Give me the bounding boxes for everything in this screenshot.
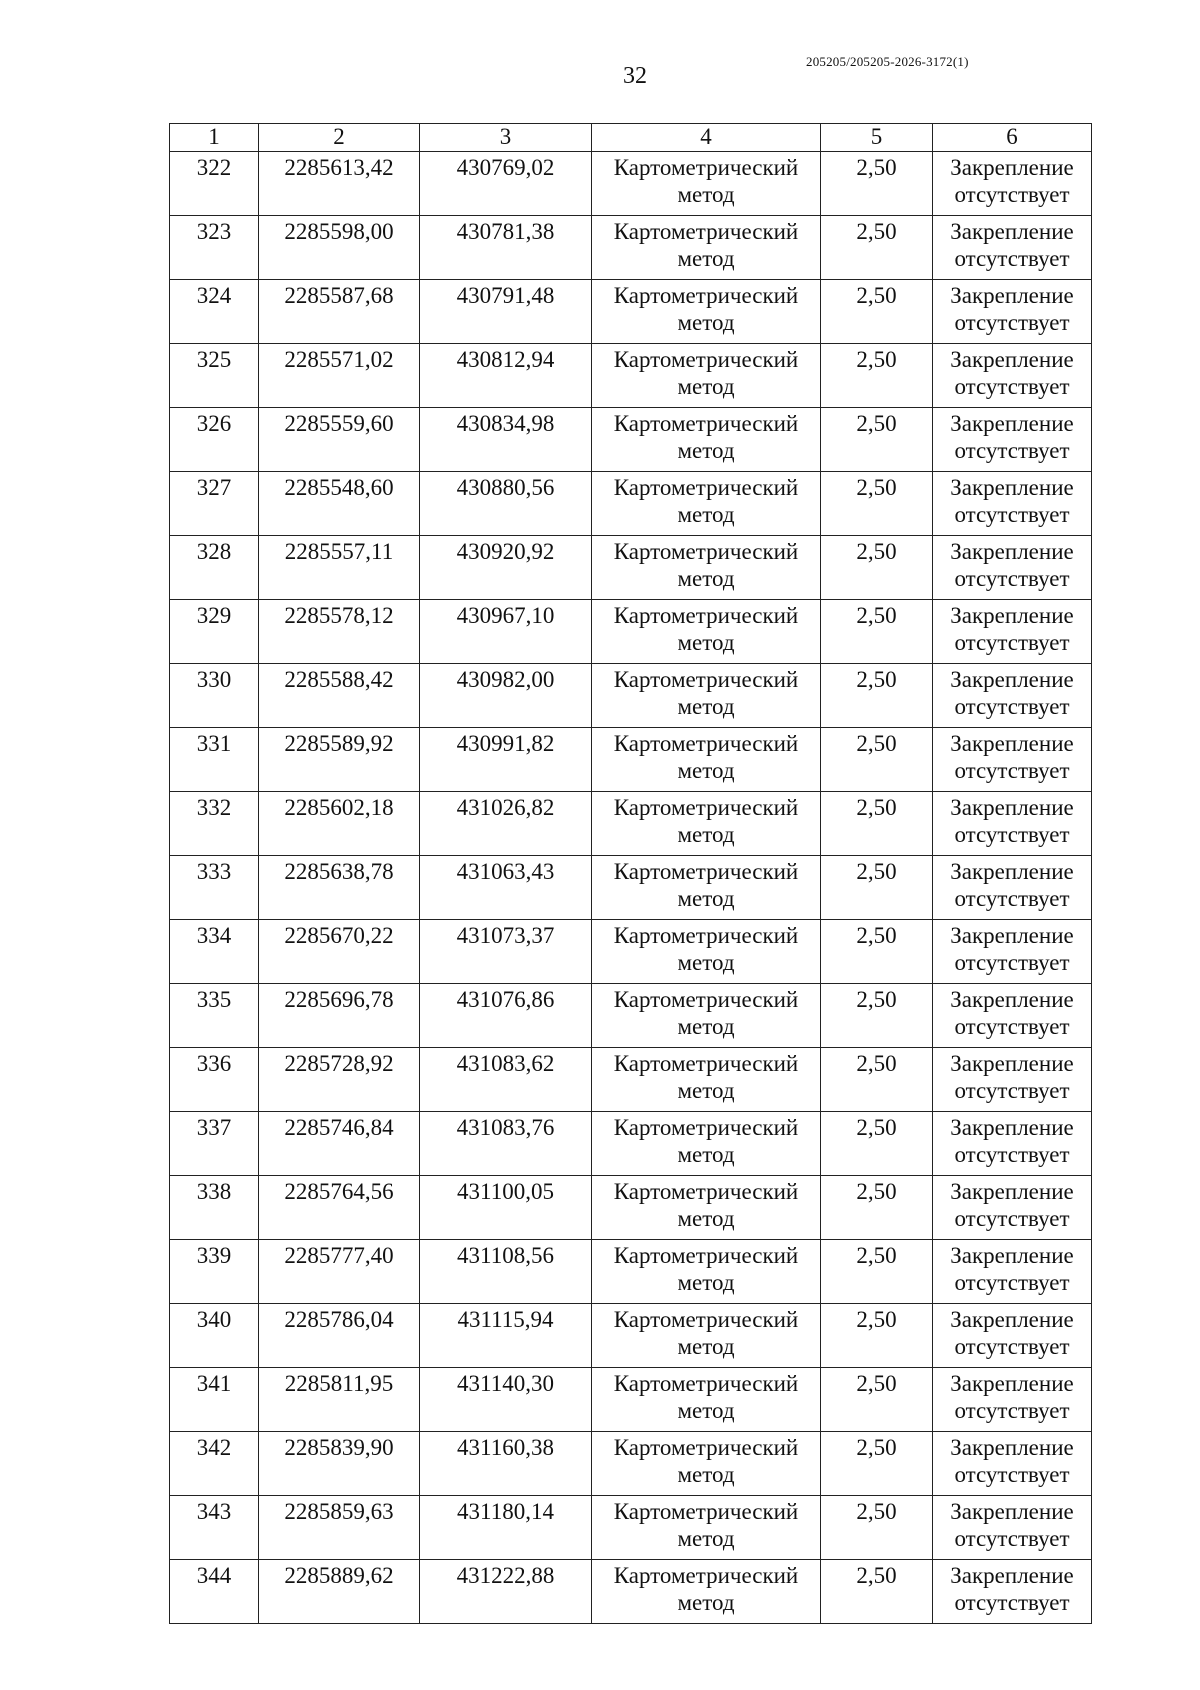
column-header: 2 bbox=[259, 124, 420, 152]
point-number: 337 bbox=[170, 1112, 259, 1176]
coordinate-x: 2285602,18 bbox=[259, 792, 420, 856]
accuracy-value: 2,50 bbox=[821, 664, 933, 728]
coordinate-x: 2285589,92 bbox=[259, 728, 420, 792]
table-row bbox=[170, 344, 1092, 408]
accuracy-value: 2,50 bbox=[821, 152, 933, 216]
method-cell bbox=[592, 728, 821, 792]
table-row bbox=[170, 856, 1092, 920]
fixing-line: отсутствует bbox=[954, 886, 1070, 911]
fixing-cell bbox=[933, 472, 1092, 536]
method-line: метод bbox=[677, 950, 735, 975]
coordinate-x: 2285571,02 bbox=[259, 344, 420, 408]
point-number: 338 bbox=[170, 1176, 259, 1240]
method-line: метод bbox=[677, 1590, 735, 1615]
header-row bbox=[170, 124, 1092, 152]
accuracy-value: 2,50 bbox=[821, 1176, 933, 1240]
fixing-cell bbox=[933, 344, 1092, 408]
fixing-line: Закрепление bbox=[950, 219, 1074, 244]
coordinate-x: 2285839,90 bbox=[259, 1432, 420, 1496]
accuracy-value: 2,50 bbox=[821, 216, 933, 280]
coordinate-y: 431140,30 bbox=[420, 1368, 592, 1432]
method-line: Картометрический bbox=[613, 731, 799, 756]
table-row bbox=[170, 1432, 1092, 1496]
coordinate-x: 2285889,62 bbox=[259, 1560, 420, 1624]
coordinate-y: 430781,38 bbox=[420, 216, 592, 280]
accuracy-value: 2,50 bbox=[821, 1496, 933, 1560]
method-cell bbox=[592, 152, 821, 216]
table-row bbox=[170, 1496, 1092, 1560]
method-line: Картометрический bbox=[613, 859, 799, 884]
method-cell bbox=[592, 1304, 821, 1368]
column-header: 5 bbox=[821, 124, 933, 152]
fixing-line: отсутствует bbox=[954, 1078, 1070, 1103]
fixing-cell bbox=[933, 1368, 1092, 1432]
accuracy-value: 2,50 bbox=[821, 344, 933, 408]
fixing-cell bbox=[933, 1048, 1092, 1112]
method-line: Картометрический bbox=[613, 1371, 799, 1396]
method-line: Картометрический bbox=[613, 283, 799, 308]
point-number: 331 bbox=[170, 728, 259, 792]
coordinate-x: 2285728,92 bbox=[259, 1048, 420, 1112]
point-number: 325 bbox=[170, 344, 259, 408]
coordinate-x: 2285859,63 bbox=[259, 1496, 420, 1560]
coordinate-x: 2285588,42 bbox=[259, 664, 420, 728]
accuracy-value: 2,50 bbox=[821, 1112, 933, 1176]
fixing-line: отсутствует bbox=[954, 1270, 1070, 1295]
point-number: 328 bbox=[170, 536, 259, 600]
point-number: 334 bbox=[170, 920, 259, 984]
coordinate-y: 431076,86 bbox=[420, 984, 592, 1048]
table-row bbox=[170, 1304, 1092, 1368]
coordinate-y: 430880,56 bbox=[420, 472, 592, 536]
table-row bbox=[170, 1560, 1092, 1624]
method-line: Картометрический bbox=[613, 1307, 799, 1332]
method-cell bbox=[592, 856, 821, 920]
method-line: Картометрический bbox=[613, 1499, 799, 1524]
fixing-cell bbox=[933, 1176, 1092, 1240]
fixing-cell bbox=[933, 152, 1092, 216]
fixing-cell bbox=[933, 792, 1092, 856]
fixing-cell bbox=[933, 1112, 1092, 1176]
point-number: 341 bbox=[170, 1368, 259, 1432]
point-number: 340 bbox=[170, 1304, 259, 1368]
fixing-line: Закрепление bbox=[950, 475, 1074, 500]
fixing-line: Закрепление bbox=[950, 411, 1074, 436]
accuracy-value: 2,50 bbox=[821, 408, 933, 472]
method-line: метод bbox=[677, 1526, 735, 1551]
fixing-line: отсутствует bbox=[954, 1142, 1070, 1167]
accuracy-value: 2,50 bbox=[821, 600, 933, 664]
fixing-line: Закрепление bbox=[950, 923, 1074, 948]
table-row bbox=[170, 408, 1092, 472]
fixing-line: отсутствует bbox=[954, 310, 1070, 335]
method-line: Картометрический bbox=[613, 667, 799, 692]
accuracy-value: 2,50 bbox=[821, 472, 933, 536]
method-cell bbox=[592, 1496, 821, 1560]
method-cell bbox=[592, 600, 821, 664]
method-cell bbox=[592, 1048, 821, 1112]
fixing-line: отсутствует bbox=[954, 822, 1070, 847]
fixing-line: Закрепление bbox=[950, 155, 1074, 180]
coordinate-y: 430834,98 bbox=[420, 408, 592, 472]
coordinate-x: 2285548,60 bbox=[259, 472, 420, 536]
coordinate-y: 430982,00 bbox=[420, 664, 592, 728]
table-row bbox=[170, 1176, 1092, 1240]
accuracy-value: 2,50 bbox=[821, 1304, 933, 1368]
column-header: 3 bbox=[420, 124, 592, 152]
fixing-line: отсутствует bbox=[954, 1398, 1070, 1423]
accuracy-value: 2,50 bbox=[821, 920, 933, 984]
fixing-cell bbox=[933, 1432, 1092, 1496]
coordinate-y: 431063,43 bbox=[420, 856, 592, 920]
table-row bbox=[170, 472, 1092, 536]
point-number: 330 bbox=[170, 664, 259, 728]
fixing-cell bbox=[933, 280, 1092, 344]
coordinate-y: 431180,14 bbox=[420, 1496, 592, 1560]
fixing-line: отсутствует bbox=[954, 438, 1070, 463]
table-row bbox=[170, 536, 1092, 600]
method-line: Картометрический bbox=[613, 1435, 799, 1460]
coordinate-x: 2285786,04 bbox=[259, 1304, 420, 1368]
table-body bbox=[170, 152, 1092, 1624]
method-line: Картометрический bbox=[613, 603, 799, 628]
method-line: Картометрический bbox=[613, 1051, 799, 1076]
fixing-cell bbox=[933, 1496, 1092, 1560]
coordinate-y: 431100,05 bbox=[420, 1176, 592, 1240]
coordinate-y: 430769,02 bbox=[420, 152, 592, 216]
method-line: метод bbox=[677, 374, 735, 399]
method-cell bbox=[592, 280, 821, 344]
coordinate-y: 430791,48 bbox=[420, 280, 592, 344]
coordinate-x: 2285578,12 bbox=[259, 600, 420, 664]
table-row bbox=[170, 792, 1092, 856]
method-line: Картометрический bbox=[613, 219, 799, 244]
fixing-line: Закрепление bbox=[950, 1243, 1074, 1268]
point-number: 332 bbox=[170, 792, 259, 856]
coordinate-y: 430920,92 bbox=[420, 536, 592, 600]
accuracy-value: 2,50 bbox=[821, 280, 933, 344]
coordinate-x: 2285557,11 bbox=[259, 536, 420, 600]
method-line: метод bbox=[677, 1334, 735, 1359]
fixing-line: отсутствует bbox=[954, 630, 1070, 655]
table-row bbox=[170, 728, 1092, 792]
coordinate-y: 430991,82 bbox=[420, 728, 592, 792]
fixing-line: отсутствует bbox=[954, 1014, 1070, 1039]
coordinate-y: 431115,94 bbox=[420, 1304, 592, 1368]
method-line: Картометрический bbox=[613, 539, 799, 564]
method-line: метод bbox=[677, 758, 735, 783]
coordinate-y: 430812,94 bbox=[420, 344, 592, 408]
point-number: 322 bbox=[170, 152, 259, 216]
fixing-line: отсутствует bbox=[954, 1462, 1070, 1487]
point-number: 335 bbox=[170, 984, 259, 1048]
fixing-line: отсутствует bbox=[954, 1206, 1070, 1231]
method-line: метод bbox=[677, 1014, 735, 1039]
accuracy-value: 2,50 bbox=[821, 984, 933, 1048]
coordinate-y: 430967,10 bbox=[420, 600, 592, 664]
method-cell bbox=[592, 536, 821, 600]
point-number: 336 bbox=[170, 1048, 259, 1112]
fixing-line: Закрепление bbox=[950, 667, 1074, 692]
fixing-line: Закрепление bbox=[950, 1051, 1074, 1076]
fixing-cell bbox=[933, 1560, 1092, 1624]
method-line: метод bbox=[677, 1142, 735, 1167]
fixing-line: Закрепление bbox=[950, 603, 1074, 628]
fixing-line: Закрепление bbox=[950, 987, 1074, 1012]
fixing-cell bbox=[933, 984, 1092, 1048]
fixing-line: отсутствует bbox=[954, 566, 1070, 591]
fixing-line: Закрепление bbox=[950, 859, 1074, 884]
fixing-line: Закрепление bbox=[950, 795, 1074, 820]
fixing-line: Закрепление bbox=[950, 283, 1074, 308]
fixing-cell bbox=[933, 920, 1092, 984]
method-cell bbox=[592, 408, 821, 472]
method-line: Картометрический bbox=[613, 795, 799, 820]
table-row bbox=[170, 984, 1092, 1048]
table-row bbox=[170, 1240, 1092, 1304]
coordinate-x: 2285587,68 bbox=[259, 280, 420, 344]
fixing-line: отсутствует bbox=[954, 1590, 1070, 1615]
table-row bbox=[170, 1048, 1092, 1112]
table-row bbox=[170, 216, 1092, 280]
fixing-cell bbox=[933, 664, 1092, 728]
coordinate-x: 2285598,00 bbox=[259, 216, 420, 280]
page-number: 32 bbox=[623, 63, 647, 89]
fixing-line: Закрепление bbox=[950, 1307, 1074, 1332]
point-number: 323 bbox=[170, 216, 259, 280]
method-cell bbox=[592, 1560, 821, 1624]
table-row bbox=[170, 600, 1092, 664]
fixing-line: отсутствует bbox=[954, 246, 1070, 271]
document-code: 205205/205205-2026-3172(1) bbox=[806, 54, 969, 69]
method-line: Картометрический bbox=[613, 1115, 799, 1140]
method-line: метод bbox=[677, 1270, 735, 1295]
method-line: метод bbox=[677, 310, 735, 335]
coordinate-x: 2285777,40 bbox=[259, 1240, 420, 1304]
method-cell bbox=[592, 920, 821, 984]
fixing-cell bbox=[933, 600, 1092, 664]
method-cell bbox=[592, 1112, 821, 1176]
method-line: метод bbox=[677, 438, 735, 463]
point-number: 339 bbox=[170, 1240, 259, 1304]
coordinates-table bbox=[169, 123, 1092, 1624]
coordinate-y: 431083,76 bbox=[420, 1112, 592, 1176]
point-number: 326 bbox=[170, 408, 259, 472]
fixing-cell bbox=[933, 856, 1092, 920]
coordinate-y: 431083,62 bbox=[420, 1048, 592, 1112]
method-cell bbox=[592, 216, 821, 280]
method-line: метод bbox=[677, 822, 735, 847]
point-number: 327 bbox=[170, 472, 259, 536]
method-line: Картометрический bbox=[613, 987, 799, 1012]
method-line: метод bbox=[677, 630, 735, 655]
accuracy-value: 2,50 bbox=[821, 1048, 933, 1112]
point-number: 343 bbox=[170, 1496, 259, 1560]
coordinate-y: 431108,56 bbox=[420, 1240, 592, 1304]
accuracy-value: 2,50 bbox=[821, 1432, 933, 1496]
method-cell bbox=[592, 664, 821, 728]
accuracy-value: 2,50 bbox=[821, 1560, 933, 1624]
coordinate-x: 2285764,56 bbox=[259, 1176, 420, 1240]
method-line: Картометрический bbox=[613, 1563, 799, 1588]
coordinate-x: 2285638,78 bbox=[259, 856, 420, 920]
table-row bbox=[170, 664, 1092, 728]
coordinate-x: 2285696,78 bbox=[259, 984, 420, 1048]
method-line: метод bbox=[677, 246, 735, 271]
accuracy-value: 2,50 bbox=[821, 792, 933, 856]
method-line: Картометрический bbox=[613, 923, 799, 948]
coordinate-y: 431222,88 bbox=[420, 1560, 592, 1624]
table-row bbox=[170, 280, 1092, 344]
fixing-line: Закрепление bbox=[950, 539, 1074, 564]
method-line: Картометрический bbox=[613, 1243, 799, 1268]
coordinate-x: 2285559,60 bbox=[259, 408, 420, 472]
column-header: 4 bbox=[592, 124, 821, 152]
fixing-line: Закрепление bbox=[950, 1563, 1074, 1588]
accuracy-value: 2,50 bbox=[821, 856, 933, 920]
fixing-cell bbox=[933, 1304, 1092, 1368]
point-number: 344 bbox=[170, 1560, 259, 1624]
fixing-cell bbox=[933, 536, 1092, 600]
fixing-line: отсутствует bbox=[954, 758, 1070, 783]
method-cell bbox=[592, 1176, 821, 1240]
table-row bbox=[170, 152, 1092, 216]
fixing-line: отсутствует bbox=[954, 502, 1070, 527]
accuracy-value: 2,50 bbox=[821, 536, 933, 600]
method-line: Картометрический bbox=[613, 347, 799, 372]
accuracy-value: 2,50 bbox=[821, 1240, 933, 1304]
method-cell bbox=[592, 792, 821, 856]
method-line: Картометрический bbox=[613, 1179, 799, 1204]
fixing-cell bbox=[933, 1240, 1092, 1304]
coordinate-x: 2285613,42 bbox=[259, 152, 420, 216]
method-line: Картометрический bbox=[613, 155, 799, 180]
method-line: Картометрический bbox=[613, 411, 799, 436]
coordinate-x: 2285811,95 bbox=[259, 1368, 420, 1432]
method-cell bbox=[592, 1240, 821, 1304]
point-number: 329 bbox=[170, 600, 259, 664]
method-line: метод bbox=[677, 1206, 735, 1231]
method-line: метод bbox=[677, 1078, 735, 1103]
method-line: метод bbox=[677, 1462, 735, 1487]
coordinate-x: 2285670,22 bbox=[259, 920, 420, 984]
method-line: Картометрический bbox=[613, 475, 799, 500]
point-number: 333 bbox=[170, 856, 259, 920]
method-cell bbox=[592, 984, 821, 1048]
fixing-line: Закрепление bbox=[950, 1499, 1074, 1524]
method-line: метод bbox=[677, 886, 735, 911]
method-line: метод bbox=[677, 694, 735, 719]
column-header: 1 bbox=[170, 124, 259, 152]
fixing-line: отсутствует bbox=[954, 694, 1070, 719]
method-line: метод bbox=[677, 182, 735, 207]
method-cell bbox=[592, 1432, 821, 1496]
coordinate-x: 2285746,84 bbox=[259, 1112, 420, 1176]
fixing-line: Закрепление bbox=[950, 1371, 1074, 1396]
fixing-line: отсутствует bbox=[954, 1526, 1070, 1551]
fixing-line: отсутствует bbox=[954, 374, 1070, 399]
column-header: 6 bbox=[933, 124, 1092, 152]
fixing-line: Закрепление bbox=[950, 1435, 1074, 1460]
point-number: 342 bbox=[170, 1432, 259, 1496]
fixing-line: отсутствует bbox=[954, 182, 1070, 207]
fixing-cell bbox=[933, 216, 1092, 280]
fixing-cell bbox=[933, 728, 1092, 792]
fixing-line: отсутствует bbox=[954, 1334, 1070, 1359]
method-line: метод bbox=[677, 502, 735, 527]
point-number: 324 bbox=[170, 280, 259, 344]
accuracy-value: 2,50 bbox=[821, 1368, 933, 1432]
accuracy-value: 2,50 bbox=[821, 728, 933, 792]
table-row bbox=[170, 920, 1092, 984]
fixing-line: Закрепление bbox=[950, 347, 1074, 372]
fixing-line: Закрепление bbox=[950, 731, 1074, 756]
coordinate-y: 431073,37 bbox=[420, 920, 592, 984]
method-cell bbox=[592, 472, 821, 536]
coordinate-y: 431160,38 bbox=[420, 1432, 592, 1496]
method-cell bbox=[592, 1368, 821, 1432]
method-line: метод bbox=[677, 566, 735, 591]
fixing-line: отсутствует bbox=[954, 950, 1070, 975]
method-line: метод bbox=[677, 1398, 735, 1423]
fixing-line: Закрепление bbox=[950, 1115, 1074, 1140]
table-row bbox=[170, 1368, 1092, 1432]
table-header bbox=[170, 124, 1092, 152]
coordinate-y: 431026,82 bbox=[420, 792, 592, 856]
table-row bbox=[170, 1112, 1092, 1176]
method-cell bbox=[592, 344, 821, 408]
fixing-cell bbox=[933, 408, 1092, 472]
fixing-line: Закрепление bbox=[950, 1179, 1074, 1204]
